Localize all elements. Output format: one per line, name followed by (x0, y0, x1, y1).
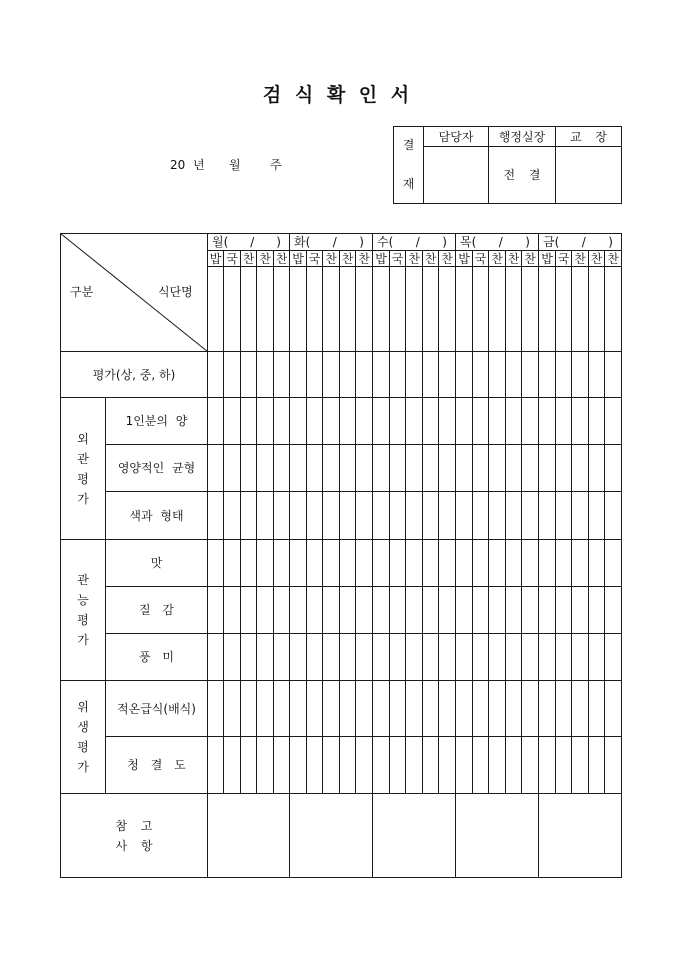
category-hygiene (61, 681, 105, 793)
meal-column-label-tue: 찬 (358, 251, 370, 266)
day-header-open: 금( (543, 235, 560, 249)
meal-column-label-wed: 찬 (424, 251, 437, 266)
item-serving-temperature: 적온급식(배식) (117, 701, 196, 716)
day-header-open: 목( (460, 235, 477, 249)
month-unit: 월 (229, 158, 241, 172)
item-nutritional-balance: 영양적인 균형 (117, 461, 196, 475)
meal-column-label-thu: 찬 (507, 251, 520, 266)
year-unit: 년 (193, 158, 205, 172)
category-appearance (61, 398, 105, 539)
meal-column-label-thu: 찬 (524, 251, 536, 266)
item-portion-size: 1인분의 양 (125, 414, 188, 428)
remarks-label (61, 794, 207, 877)
meal-column-label-mon: 밥 (209, 251, 222, 266)
day-header-open: 화( (294, 235, 311, 249)
meal-column-label-fri: 찬 (574, 251, 586, 266)
meal-column-label-wed: 찬 (408, 251, 420, 266)
approval-delegated-note: 전 결 (503, 168, 541, 182)
year-prefix: 20 (170, 158, 186, 172)
category-sensory (61, 540, 105, 680)
meal-column-label-tue: 밥 (292, 251, 304, 266)
meal-column-label-tue: 찬 (325, 251, 337, 266)
day-header-fri (538, 234, 621, 250)
category-hygiene-label: 위생평가 (77, 700, 89, 774)
day-header-slash: / (332, 235, 337, 249)
approval-header-staff: 담당자 (438, 129, 474, 144)
approval-header-principal: 교 장 (570, 129, 607, 144)
day-header-tue (289, 234, 372, 250)
remarks-label-line2: 사 항 (115, 838, 153, 853)
day-header-close: ) (442, 235, 447, 249)
day-header-wed (372, 234, 455, 250)
meal-column-label-mon: 찬 (275, 251, 288, 266)
day-header-open: 수( (377, 235, 394, 249)
day-header-mon (207, 234, 289, 250)
approval-label: 결재 (402, 138, 415, 191)
meal-column-label-thu: 찬 (491, 251, 503, 266)
day-header-close: ) (276, 235, 281, 249)
item-cleanliness: 청 결 도 (127, 758, 186, 772)
meal-column-label-thu: 밥 (458, 251, 470, 266)
meal-column-label-thu: 국 (474, 251, 487, 266)
category-appearance-label: 외관평가 (77, 431, 89, 506)
meal-column-label-fri: 국 (557, 251, 570, 266)
meal-column-label-wed: 국 (391, 251, 404, 266)
day-header-slash: / (498, 235, 503, 249)
day-header-slash: / (250, 235, 255, 249)
meal-column-label-mon: 국 (226, 251, 238, 266)
day-header-close: ) (608, 235, 613, 249)
meal-column-label-fri: 밥 (541, 251, 553, 266)
approval-label-cell (394, 127, 423, 203)
category-sensory-label: 관능평가 (77, 573, 89, 647)
row-header-label: 구분 (70, 285, 94, 299)
day-header-open: 월( (212, 235, 229, 249)
day-header-close: ) (359, 235, 364, 249)
week-unit: 주 (270, 158, 282, 172)
meal-column-label-fri: 찬 (590, 251, 603, 266)
item-flavor: 풍 미 (139, 650, 174, 664)
meal-column-label-fri: 찬 (607, 251, 619, 266)
remarks-label-line1: 참 고 (115, 818, 153, 833)
item-texture: 질 감 (139, 603, 174, 617)
rating-row-label: 평가(상, 중, 하) (92, 367, 176, 382)
approval-header-admin-chief: 행정실장 (498, 129, 546, 144)
meal-column-label-tue: 국 (308, 251, 321, 266)
meal-column-label-wed: 찬 (441, 251, 453, 266)
day-header-close: ) (525, 235, 530, 249)
item-taste: 맛 (150, 556, 163, 570)
item-color-shape: 색과 형태 (129, 508, 184, 523)
meal-column-label-mon: 찬 (259, 251, 271, 266)
column-header-label: 식단명 (158, 285, 193, 299)
document-title: 검 식 확 인 서 (262, 84, 410, 106)
meal-column-label-tue: 찬 (341, 251, 354, 266)
day-header-slash: / (415, 235, 420, 249)
meal-column-label-wed: 밥 (375, 251, 387, 266)
day-header-thu (455, 234, 538, 250)
day-header-slash: / (581, 235, 586, 249)
meal-column-label-mon: 찬 (242, 251, 255, 266)
